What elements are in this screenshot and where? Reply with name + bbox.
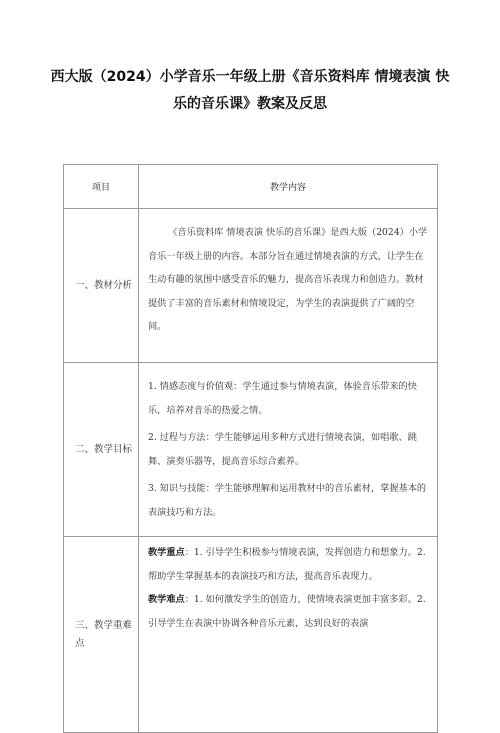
table-row (64, 537, 438, 733)
difficulty-text: ：1. 如何激发学生的创造力，使情境表演更加丰富多彩。2. 引导学生在表演中协调各种音乐元素，达到良好的表演 (148, 594, 426, 629)
row-content-analysis (139, 209, 438, 363)
table-row (64, 209, 438, 363)
document-title: 西大版（2024）小学音乐一年级上册《音乐资料库 情境表演 快乐的音乐课》教案及反思 (50, 69, 450, 112)
goal-paragraph: 1. 情感态度与价值观：学生通过参与情境表演，体验音乐带来的快乐，培养对音乐的热爱之情。 (148, 381, 417, 416)
key-point-paragraph (148, 541, 429, 588)
table-row (64, 363, 438, 537)
goal-paragraph: 3. 知识与技能：学生能够理解和运用教材中的音乐素材，掌握基本的表演技巧和方法。 (148, 483, 427, 518)
analysis-paragraph: 《音乐资料库 情境表演 快乐的音乐课》是西大版（2024）小学音乐一年级上册的内容。本部分旨在通过情境表演的方式，让学生在生动有趣的氛围中感受音乐的魅力，提高音乐表现力和创造力。教材提供了丰富的音乐素材和情境设定，为学生的表演提供了广阔的空间。 (148, 227, 428, 332)
difficulty-paragraph (148, 588, 429, 635)
row-content-goals (139, 363, 438, 537)
key-point-text: ：1. 引导学生积极参与情境表演，发挥创造力和想象力。2. 帮助学生掌握基本的表演技巧和方法，提高音乐表现力。 (148, 547, 426, 582)
row-label-goals: 二、教学目标 (64, 363, 139, 537)
lesson-plan-table (63, 164, 438, 733)
difficulty-label: 教学难点 (148, 594, 185, 605)
row-label-analysis: 一、教材分析 (64, 209, 139, 363)
row-label-key-points: 三、教学重难点 (64, 537, 139, 733)
table-header-row (64, 165, 438, 209)
header-item: 项目 (64, 165, 139, 209)
key-point-label: 教学重点 (148, 547, 185, 558)
goal-paragraph: 2. 过程与方法：学生能够运用多种方式进行情境表演，如唱歌、跳舞、演奏乐器等，提高音乐综合素养。 (148, 432, 417, 467)
row-content-key-points (139, 537, 438, 733)
header-content: 教学内容 (139, 165, 438, 209)
